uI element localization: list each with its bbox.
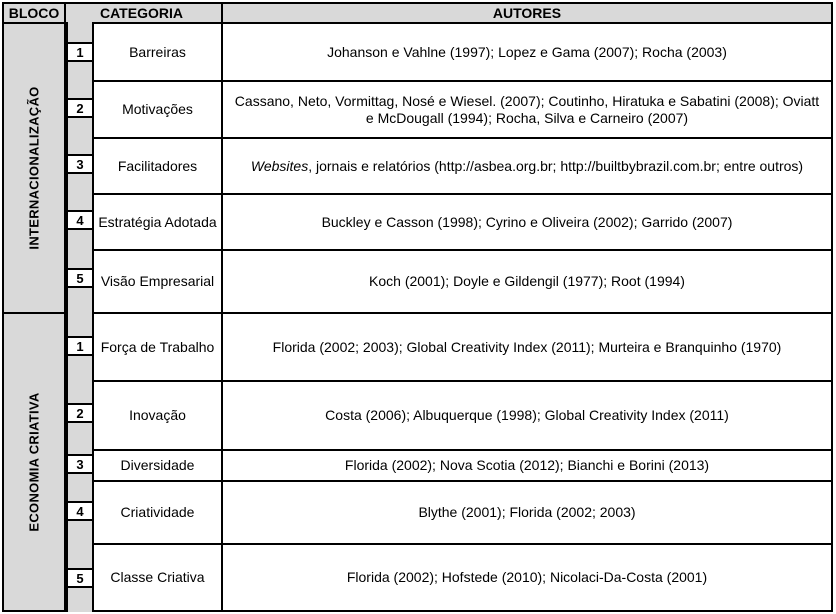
header-categoria: CATEGORIA bbox=[64, 2, 223, 24]
autores-cell: Costa (2006); Albuquerque (1998); Global Creativity Index (2011) bbox=[221, 380, 833, 451]
row-number: 4 bbox=[66, 501, 94, 521]
categoria-cell: Facilitadores bbox=[92, 137, 223, 195]
block-label: ECONOMIA CRIATIVA bbox=[26, 392, 42, 532]
row-number: 5 bbox=[66, 268, 94, 288]
row-number: 1 bbox=[66, 336, 94, 356]
autores-cell bbox=[221, 137, 833, 195]
autores-cell: Florida (2002); Nova Scotia (2012); Bianchi e Borini (2013) bbox=[221, 449, 833, 482]
autores-text: , jornais e relatórios (http://asbea.org.br; http://builtbybrazil.com.br; entre outros) bbox=[308, 157, 804, 174]
row-number: 4 bbox=[66, 210, 94, 230]
row-number: 5 bbox=[66, 568, 94, 588]
block-label: INTERNACIONALIZAÇÃO bbox=[26, 86, 42, 250]
row-number: 2 bbox=[66, 98, 94, 118]
autores-cell: Buckley e Casson (1998); Cyrino e Oliveira (2002); Garrido (2007) bbox=[221, 193, 833, 251]
row-number: 2 bbox=[66, 403, 94, 423]
row-number: 1 bbox=[66, 42, 94, 62]
categoria-cell: Classe Criativa bbox=[92, 543, 223, 612]
autores-cell: Florida (2002); Hofstede (2010); Nicolaci-Da-Costa (2001) bbox=[221, 543, 833, 612]
categoria-cell: Criatividade bbox=[92, 480, 223, 545]
autores-cell: Koch (2001); Doyle e Gildengil (1977); Root (1994) bbox=[221, 249, 833, 314]
header-autores: AUTORES bbox=[221, 2, 833, 24]
row-number: 3 bbox=[66, 154, 94, 174]
row-number: 3 bbox=[66, 454, 94, 474]
autores-cell: Cassano, Neto, Vormittag, Nosé e Wiesel. (2007); Coutinho, Hiratuka e Sabatini (2008); Oviatt e McDougall (1994); Rocha, Silva e Carneiro (2007) bbox=[221, 80, 833, 139]
autores-italic-text: Websites bbox=[250, 157, 309, 174]
categoria-cell: Estratégia Adotada bbox=[92, 193, 223, 251]
header-bloco: BLOCO bbox=[2, 2, 66, 24]
categoria-cell: Diversidade bbox=[92, 449, 223, 482]
autores-cell: Blythe (2001); Florida (2002; 2003) bbox=[221, 480, 833, 545]
categoria-cell: Inovação bbox=[92, 380, 223, 451]
autores-cell: Florida (2002; 2003); Global Creativity Index (2011); Murteira e Branquinho (1970) bbox=[221, 312, 833, 382]
autores-cell: Johanson e Vahlne (1997); Lopez e Gama (2007); Rocha (2003) bbox=[221, 22, 833, 82]
categoria-cell: Barreiras bbox=[92, 22, 223, 82]
block-internacionalizacao bbox=[2, 22, 66, 314]
categoria-cell: Visão Empresarial bbox=[92, 249, 223, 314]
categoria-cell: Motivações bbox=[92, 80, 223, 139]
categoria-cell: Força de Trabalho bbox=[92, 312, 223, 382]
block-economia-criativa bbox=[2, 312, 66, 612]
